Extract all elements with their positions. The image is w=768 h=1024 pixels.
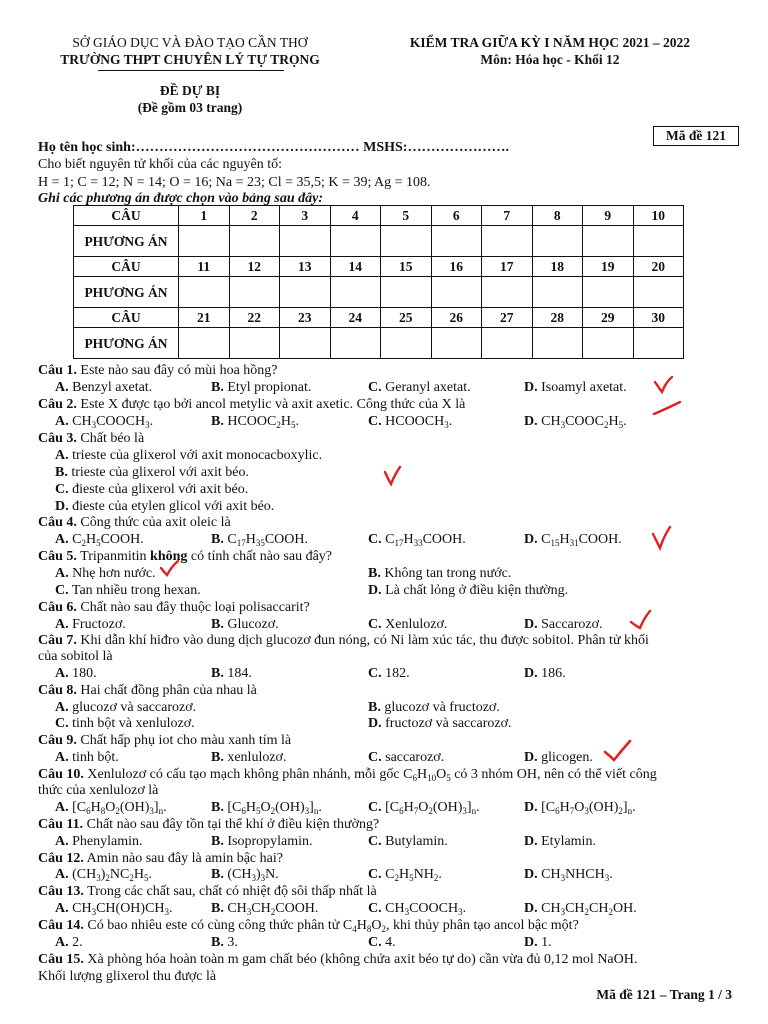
option-letter: A. — [55, 901, 69, 916]
option-letter: C. — [368, 414, 382, 429]
table-header-row — [74, 257, 684, 277]
option-letter: D. — [524, 750, 538, 765]
question-text: Khi dẫn khí hiđro vào dung dịch glucozơ đun nóng, có Ni làm xúc tác, thu được sobitol. Phân tử khối — [76, 633, 649, 648]
option-text: Etylamin. — [541, 834, 596, 849]
option-c[interactable]: C. $[C_6H_7O_2(OH)_3]_n$. — [368, 800, 480, 816]
option-d[interactable]: D. $C_{15}H_{31}COOH$. — [524, 532, 622, 548]
answer-cell[interactable] — [583, 226, 634, 257]
check-mark-icon — [158, 558, 182, 580]
question-number-label: Câu 1. — [38, 363, 77, 378]
answer-cell[interactable] — [532, 226, 583, 257]
option-c[interactable] — [55, 715, 195, 732]
option-letter: A. — [55, 617, 69, 632]
question-number: 29 — [583, 308, 634, 328]
option-d[interactable] — [368, 582, 568, 599]
question-3 — [38, 430, 144, 447]
cau-label: CÂU — [74, 206, 179, 226]
question-number: 30 — [633, 308, 684, 328]
question-number: 11 — [179, 257, 230, 277]
question-10-cont: thức của xenlulozơ là — [38, 783, 159, 798]
question-text: Este X được tạo bởi ancol metylic và axit axetic. Công thức của X là — [76, 397, 466, 412]
check-mark-icon — [650, 524, 674, 552]
option-b[interactable] — [211, 616, 279, 633]
question-number: 18 — [532, 257, 583, 277]
option-text: Isoamyl axetat. — [541, 380, 627, 395]
question-number: 15 — [381, 257, 432, 277]
option-letter: C. — [55, 482, 69, 497]
option-letter: B. — [368, 700, 381, 715]
answer-row — [74, 328, 684, 359]
exam-header — [360, 34, 740, 68]
option-b[interactable]: B. $[C_6H_5O_2(OH)_3]_n$. — [211, 800, 322, 816]
option-c[interactable] — [368, 665, 410, 682]
option-b[interactable]: B. $HCOOC_2H_5$. — [211, 414, 299, 430]
reserve-exam-label — [40, 82, 340, 116]
phuong-an-label: PHƯƠNG ÁN — [74, 277, 179, 308]
question-number-label: Câu 10. — [38, 767, 84, 782]
option-letter: A. — [55, 935, 69, 950]
option-a[interactable] — [55, 379, 152, 396]
question-number-label: Câu 7. — [38, 633, 77, 648]
question-number-label: Câu 15. — [38, 952, 84, 967]
answer-cell[interactable] — [179, 328, 230, 359]
answer-cell[interactable] — [431, 328, 482, 359]
option-c[interactable] — [368, 833, 448, 850]
option-a[interactable]: A. $CH_3CH(OH)CH_3$. — [55, 901, 173, 917]
question-number: 16 — [431, 257, 482, 277]
option-text: xenlulozơ. — [223, 750, 287, 765]
question-9 — [38, 732, 291, 749]
option-a[interactable]: A. $[C_6H_8O_2(OH)_3]_n$. — [55, 800, 167, 816]
option-a[interactable]: A. $C_2H_5COOH$. — [55, 532, 144, 548]
option-a[interactable] — [55, 565, 156, 582]
option-text: fructozơ và saccarozơ. — [385, 716, 512, 731]
question-number: 3 — [280, 206, 331, 226]
option-b[interactable] — [368, 565, 511, 582]
question-number: 8 — [532, 206, 583, 226]
option-text: 1. — [541, 935, 552, 950]
answer-cell[interactable] — [431, 277, 482, 308]
option-text: đieste của glixerol với axit béo. — [72, 482, 249, 497]
question-text: có tính chất nào sau đây? — [187, 549, 333, 564]
option-letter: D. — [524, 834, 538, 849]
question-text: Chất béo là — [76, 431, 145, 446]
question-text: Chất hấp phụ iot cho màu xanh tím là — [76, 733, 292, 748]
option-text: glucozơ và fructozơ. — [384, 700, 500, 715]
question-7 — [38, 632, 649, 649]
option-text: Glucozơ. — [227, 617, 279, 632]
option-text: glicogen. — [537, 750, 593, 765]
option-text: 180. — [72, 666, 97, 681]
option-letter: A. — [55, 800, 69, 815]
option-letter: A. — [55, 414, 69, 429]
exam-title: KIỂM TRA GIỮA KỲ I NĂM HỌC 2021 – 2022 — [409, 35, 691, 50]
option-letter: A. — [55, 834, 69, 849]
school-underline — [98, 70, 284, 71]
question-number: 5 — [381, 206, 432, 226]
option-text: Saccarozơ. — [541, 617, 603, 632]
question-number: 17 — [482, 257, 533, 277]
option-text: Geranyl axetat. — [385, 380, 471, 395]
option-d[interactable]: D. $[C_6H_7O_3(OH)_2]_n$. — [524, 800, 636, 816]
option-c[interactable] — [368, 749, 444, 766]
option-text: Là chất lỏng ở điều kiện thường. — [385, 583, 569, 598]
answer-cell[interactable] — [482, 328, 533, 359]
option-text: saccarozơ. — [381, 750, 445, 765]
question-14: Câu 14. Có bao nhiêu este có cùng công thức phân tử $C_4H_8O_2$, khi thủy phân tạo ancol bậc một? — [38, 918, 579, 934]
option-text: 186. — [541, 666, 566, 681]
answer-table — [73, 205, 684, 359]
option-d[interactable]: D. $CH_3CH_2CH_2OH$. — [524, 901, 637, 917]
option-d[interactable] — [55, 498, 274, 515]
option-d[interactable]: D. $CH_3COOC_2H_5$. — [524, 414, 627, 430]
answer-cell[interactable] — [280, 277, 331, 308]
question-number: 24 — [330, 308, 381, 328]
option-text: Butylamin. — [385, 834, 448, 849]
option-b[interactable] — [211, 379, 311, 396]
option-text: tinh bột và xenlulozơ. — [72, 716, 195, 731]
option-c[interactable] — [368, 379, 471, 396]
question-text: Este nào sau đây có mùi hoa hồng? — [76, 363, 278, 378]
option-d[interactable] — [524, 934, 552, 951]
answer-cell[interactable] — [229, 226, 280, 257]
option-letter: B. — [368, 566, 381, 581]
option-a[interactable]: A. $(CH_3)_2NC_2H_5$. — [55, 867, 152, 883]
option-text: Tan nhiều trong hexan. — [71, 583, 201, 598]
option-text: 182. — [385, 666, 410, 681]
question-7-cont: của sobitol là — [38, 649, 113, 664]
question-number: 2 — [229, 206, 280, 226]
option-b[interactable] — [368, 699, 500, 716]
question-number: 25 — [381, 308, 432, 328]
option-text: 2. — [72, 935, 83, 950]
option-text: Etyl propionat. — [227, 380, 312, 395]
question-text: , khi thủy phân tạo ancol bậc một? — [385, 918, 579, 933]
option-letter: A. — [55, 700, 69, 715]
question-number-label: Câu 12. — [38, 851, 84, 866]
option-letter: B. — [211, 666, 224, 681]
question-number: 21 — [179, 308, 230, 328]
question-number: 12 — [229, 257, 280, 277]
option-letter: D. — [524, 617, 538, 632]
option-letter: D. — [524, 666, 538, 681]
option-letter: C. — [368, 800, 382, 815]
option-b[interactable] — [211, 934, 238, 951]
option-letter: A. — [55, 867, 69, 882]
atomic-values: H = 1; C = 12; N = 14; O = 16; Na = 23; Cl = 35,5; K = 39; Ag = 108. — [38, 175, 431, 190]
option-d[interactable] — [368, 715, 511, 732]
pages-note: (Đề gồm 03 trang) — [137, 100, 243, 115]
answer-cell[interactable] — [583, 328, 634, 359]
answer-cell[interactable] — [532, 277, 583, 308]
dash-mark-icon — [650, 398, 684, 420]
option-d[interactable]: D. $CH_3NHCH_3$. — [524, 867, 613, 883]
option-text: đieste của etylen glicol với axit béo. — [72, 499, 275, 514]
option-letter: C. — [368, 750, 382, 765]
option-letter: A. — [55, 566, 69, 581]
option-letter: C. — [55, 583, 69, 598]
option-letter: D. — [524, 532, 538, 547]
table-header-row — [74, 308, 684, 328]
question-15-cont: Khối lượng glixerol thu được là — [38, 969, 217, 984]
option-letter: B. — [211, 414, 224, 429]
option-letter: C. — [55, 716, 69, 731]
option-text: Phenylamin. — [72, 834, 143, 849]
option-c[interactable]: C. $C_2H_5NH_2$. — [368, 867, 442, 883]
question-12 — [38, 850, 283, 867]
option-text: Benzyl axetat. — [72, 380, 153, 395]
question-text: Có bao nhiêu este có cùng công thức phân tử C — [83, 918, 353, 933]
cau-label: CÂU — [74, 308, 179, 328]
option-text: glucozơ và saccarozơ. — [72, 700, 197, 715]
check-mark-icon — [652, 374, 676, 396]
option-letter: D. — [55, 499, 69, 514]
option-letter: C. — [368, 666, 382, 681]
option-a[interactable]: A. $CH_3COOCH_3$. — [55, 414, 154, 430]
answer-cell[interactable] — [381, 226, 432, 257]
option-letter: C. — [368, 867, 382, 882]
option-letter: A. — [55, 532, 69, 547]
check-mark-icon — [602, 738, 634, 764]
answer-cell[interactable] — [381, 328, 432, 359]
answer-cell[interactable] — [280, 226, 331, 257]
question-number: 10 — [633, 206, 684, 226]
option-c[interactable] — [368, 616, 447, 633]
option-letter: D. — [524, 800, 538, 815]
option-letter: B. — [211, 935, 224, 950]
question-number: 1 — [179, 206, 230, 226]
option-letter: C. — [368, 935, 382, 950]
option-b[interactable] — [211, 665, 252, 682]
question-number: 4 — [330, 206, 381, 226]
option-text: Fructozơ. — [72, 617, 126, 632]
answer-cell[interactable] — [633, 226, 684, 257]
option-c[interactable]: C. $HCOOCH_3$. — [368, 414, 453, 430]
option-c[interactable]: C. $CH_3COOCH_3$. — [368, 901, 467, 917]
answer-row — [74, 226, 684, 257]
question-text: Tripanmitin — [76, 549, 151, 564]
option-letter: B. — [211, 901, 224, 916]
option-letter: B. — [211, 532, 224, 547]
answer-cell[interactable] — [179, 226, 230, 257]
question-number-label: Câu 8. — [38, 683, 77, 698]
option-a[interactable] — [55, 447, 322, 464]
option-b[interactable] — [211, 833, 313, 850]
option-text: 4. — [385, 935, 396, 950]
school-header — [40, 34, 340, 68]
option-letter: C. — [368, 901, 382, 916]
option-a[interactable] — [55, 934, 83, 951]
question-5 — [38, 548, 332, 565]
option-letter: C. — [368, 532, 382, 547]
option-a[interactable] — [55, 616, 126, 633]
question-number: 27 — [482, 308, 533, 328]
table-instruction: Ghi các phương án được chọn vào bảng sau đây: — [38, 191, 323, 206]
question-number-label: Câu 5. — [38, 549, 77, 564]
question-number: 22 — [229, 308, 280, 328]
answer-cell[interactable] — [482, 226, 533, 257]
option-letter: D. — [524, 414, 538, 429]
answer-cell[interactable] — [381, 277, 432, 308]
option-letter: B. — [211, 834, 224, 849]
option-letter: A. — [55, 750, 69, 765]
option-d[interactable] — [524, 616, 603, 633]
option-text: tinh bột. — [68, 750, 119, 765]
question-number-label: Câu 9. — [38, 733, 77, 748]
question-8 — [38, 682, 257, 699]
question-13 — [38, 883, 377, 900]
page-footer: Mã đề 121 – Trang 1 / 3 — [596, 987, 732, 1002]
answer-cell[interactable] — [179, 277, 230, 308]
option-letter: C. — [368, 834, 382, 849]
answer-cell[interactable] — [229, 277, 280, 308]
option-text: trieste của glixerol với axit monocacboxylic. — [72, 448, 323, 463]
exam-code-box: Mã đề 121 — [653, 126, 739, 146]
question-number: 9 — [583, 206, 634, 226]
question-number-label: Câu 4. — [38, 515, 77, 530]
question-text: Xà phòng hóa hoàn toàn m gam chất béo (không chứa axit béo tự do) cần vừa đủ 0,12 mol NaOH. — [83, 952, 638, 967]
table-header-row — [74, 206, 684, 226]
answer-cell[interactable] — [482, 277, 533, 308]
question-number-label: Câu 13. — [38, 884, 84, 899]
question-number-label: Câu 6. — [38, 600, 77, 615]
question-text: Hai chất đồng phân của nhau là — [76, 683, 257, 698]
option-letter: A. — [55, 380, 69, 395]
question-number: 20 — [633, 257, 684, 277]
student-info-line: Họ tên học sinh:………………………………………… MSHS:…………………. — [38, 140, 509, 155]
question-4 — [38, 514, 231, 531]
option-d[interactable] — [524, 665, 566, 682]
option-a[interactable] — [55, 749, 119, 766]
option-d[interactable] — [524, 833, 596, 850]
option-letter: B. — [211, 750, 224, 765]
option-c[interactable] — [368, 934, 396, 951]
question-number: 19 — [583, 257, 634, 277]
option-d[interactable] — [524, 379, 627, 396]
question-number: 6 — [431, 206, 482, 226]
option-letter: C. — [368, 617, 382, 632]
question-number: 13 — [280, 257, 331, 277]
option-text: 184. — [227, 666, 252, 681]
answer-cell[interactable] — [633, 277, 684, 308]
answer-cell[interactable] — [633, 328, 684, 359]
question-text: Trong các chất sau, chất có nhiệt độ sôi thấp nhất là — [83, 884, 377, 899]
atomic-intro: Cho biết nguyên tử khối của các nguyên tố: — [38, 157, 282, 172]
option-letter: A. — [55, 448, 69, 463]
question-number: 23 — [280, 308, 331, 328]
answer-cell[interactable] — [280, 328, 331, 359]
question-text: Công thức của axit oleic là — [76, 515, 231, 530]
question-text: Xenlulozơ có cấu tạo mạch không phân nhánh, mỗi gốc C — [83, 767, 413, 782]
option-letter: D. — [368, 583, 382, 598]
option-letter: B. — [211, 867, 224, 882]
de-du-bi: ĐỀ DỰ BỊ — [159, 83, 221, 98]
option-text: trieste của glixerol với axit béo. — [71, 465, 250, 480]
option-a[interactable] — [55, 665, 97, 682]
phuong-an-label: PHƯƠNG ÁN — [74, 226, 179, 257]
answer-cell[interactable] — [532, 328, 583, 359]
option-letter: B. — [55, 465, 68, 480]
check-mark-icon — [628, 608, 654, 632]
answer-row — [74, 277, 684, 308]
check-mark-icon — [382, 464, 404, 488]
question-2 — [38, 396, 465, 413]
question-6 — [38, 599, 310, 616]
question-number: 28 — [532, 308, 583, 328]
option-text: Nhẹ hơn nước. — [72, 566, 156, 581]
option-b[interactable]: B. $C_{17}H_{35}COOH$. — [211, 532, 308, 548]
option-a[interactable] — [55, 833, 143, 850]
option-letter: D. — [524, 901, 538, 916]
exam-subject: Môn: Hóa học - Khối 12 — [480, 52, 620, 67]
answer-cell[interactable] — [229, 328, 280, 359]
option-b[interactable]: B. $(CH_3)_3N$. — [211, 867, 279, 883]
department-name: SỞ GIÁO DỤC VÀ ĐÀO TẠO CẦN THƠ — [72, 35, 308, 50]
question-number: 26 — [431, 308, 482, 328]
question-11 — [38, 816, 379, 833]
option-b[interactable] — [211, 749, 286, 766]
school-name: TRƯỜNG THPT CHUYÊN LÝ TỰ TRỌNG — [60, 52, 320, 67]
question-number: 14 — [330, 257, 381, 277]
option-c[interactable] — [55, 582, 201, 599]
option-letter: C. — [368, 380, 382, 395]
option-c[interactable]: C. $C_{17}H_{33}COOH$. — [368, 532, 466, 548]
option-letter: D. — [524, 380, 538, 395]
option-letter: B. — [211, 800, 224, 815]
option-letter: D. — [524, 867, 538, 882]
option-text: Isopropylamin. — [227, 834, 313, 849]
answer-cell[interactable] — [431, 226, 482, 257]
option-letter: B. — [211, 617, 224, 632]
question-text: có 3 nhóm OH, nên có thể viết công — [450, 767, 657, 782]
question-emphasis: không — [150, 549, 188, 564]
phuong-an-label: PHƯƠNG ÁN — [74, 328, 179, 359]
question-number: 7 — [482, 206, 533, 226]
answer-cell[interactable] — [330, 277, 381, 308]
option-a[interactable] — [55, 699, 196, 716]
answer-cell[interactable] — [330, 328, 381, 359]
question-number-label: Câu 3. — [38, 431, 77, 446]
question-text: Amin nào sau đây là amin bậc hai? — [83, 851, 283, 866]
question-10: Câu 10. Xenlulozơ có cấu tạo mạch không phân nhánh, mỗi gốc $C_6H_{10}O_5$ có 3 nhóm OH, nên có thể viết công — [38, 767, 657, 783]
option-letter: D. — [524, 935, 538, 950]
question-number-label: Câu 11. — [38, 817, 84, 832]
answer-cell[interactable] — [583, 277, 634, 308]
option-text: Xenlulozơ. — [385, 617, 448, 632]
option-letter: B. — [211, 380, 224, 395]
option-letter: D. — [368, 716, 382, 731]
option-text: Không tan trong nước. — [384, 566, 512, 581]
question-number-label: Câu 14. — [38, 918, 84, 933]
question-text: Chất nào sau đây thuộc loại polisaccarit? — [76, 600, 310, 615]
question-text: Chất nào sau đây tồn tại thể khí ở điều kiện thường? — [83, 817, 380, 832]
question-1 — [38, 362, 278, 379]
option-b[interactable]: B. $CH_3CH_2COOH$. — [211, 901, 319, 917]
question-number-label: Câu 2. — [38, 397, 77, 412]
question-15 — [38, 951, 637, 968]
option-b[interactable] — [55, 464, 249, 481]
cau-label: CÂU — [74, 257, 179, 277]
answer-cell[interactable] — [330, 226, 381, 257]
option-letter: A. — [55, 666, 69, 681]
option-c[interactable] — [55, 481, 248, 498]
option-d[interactable] — [524, 749, 593, 766]
option-text: 3. — [227, 935, 238, 950]
